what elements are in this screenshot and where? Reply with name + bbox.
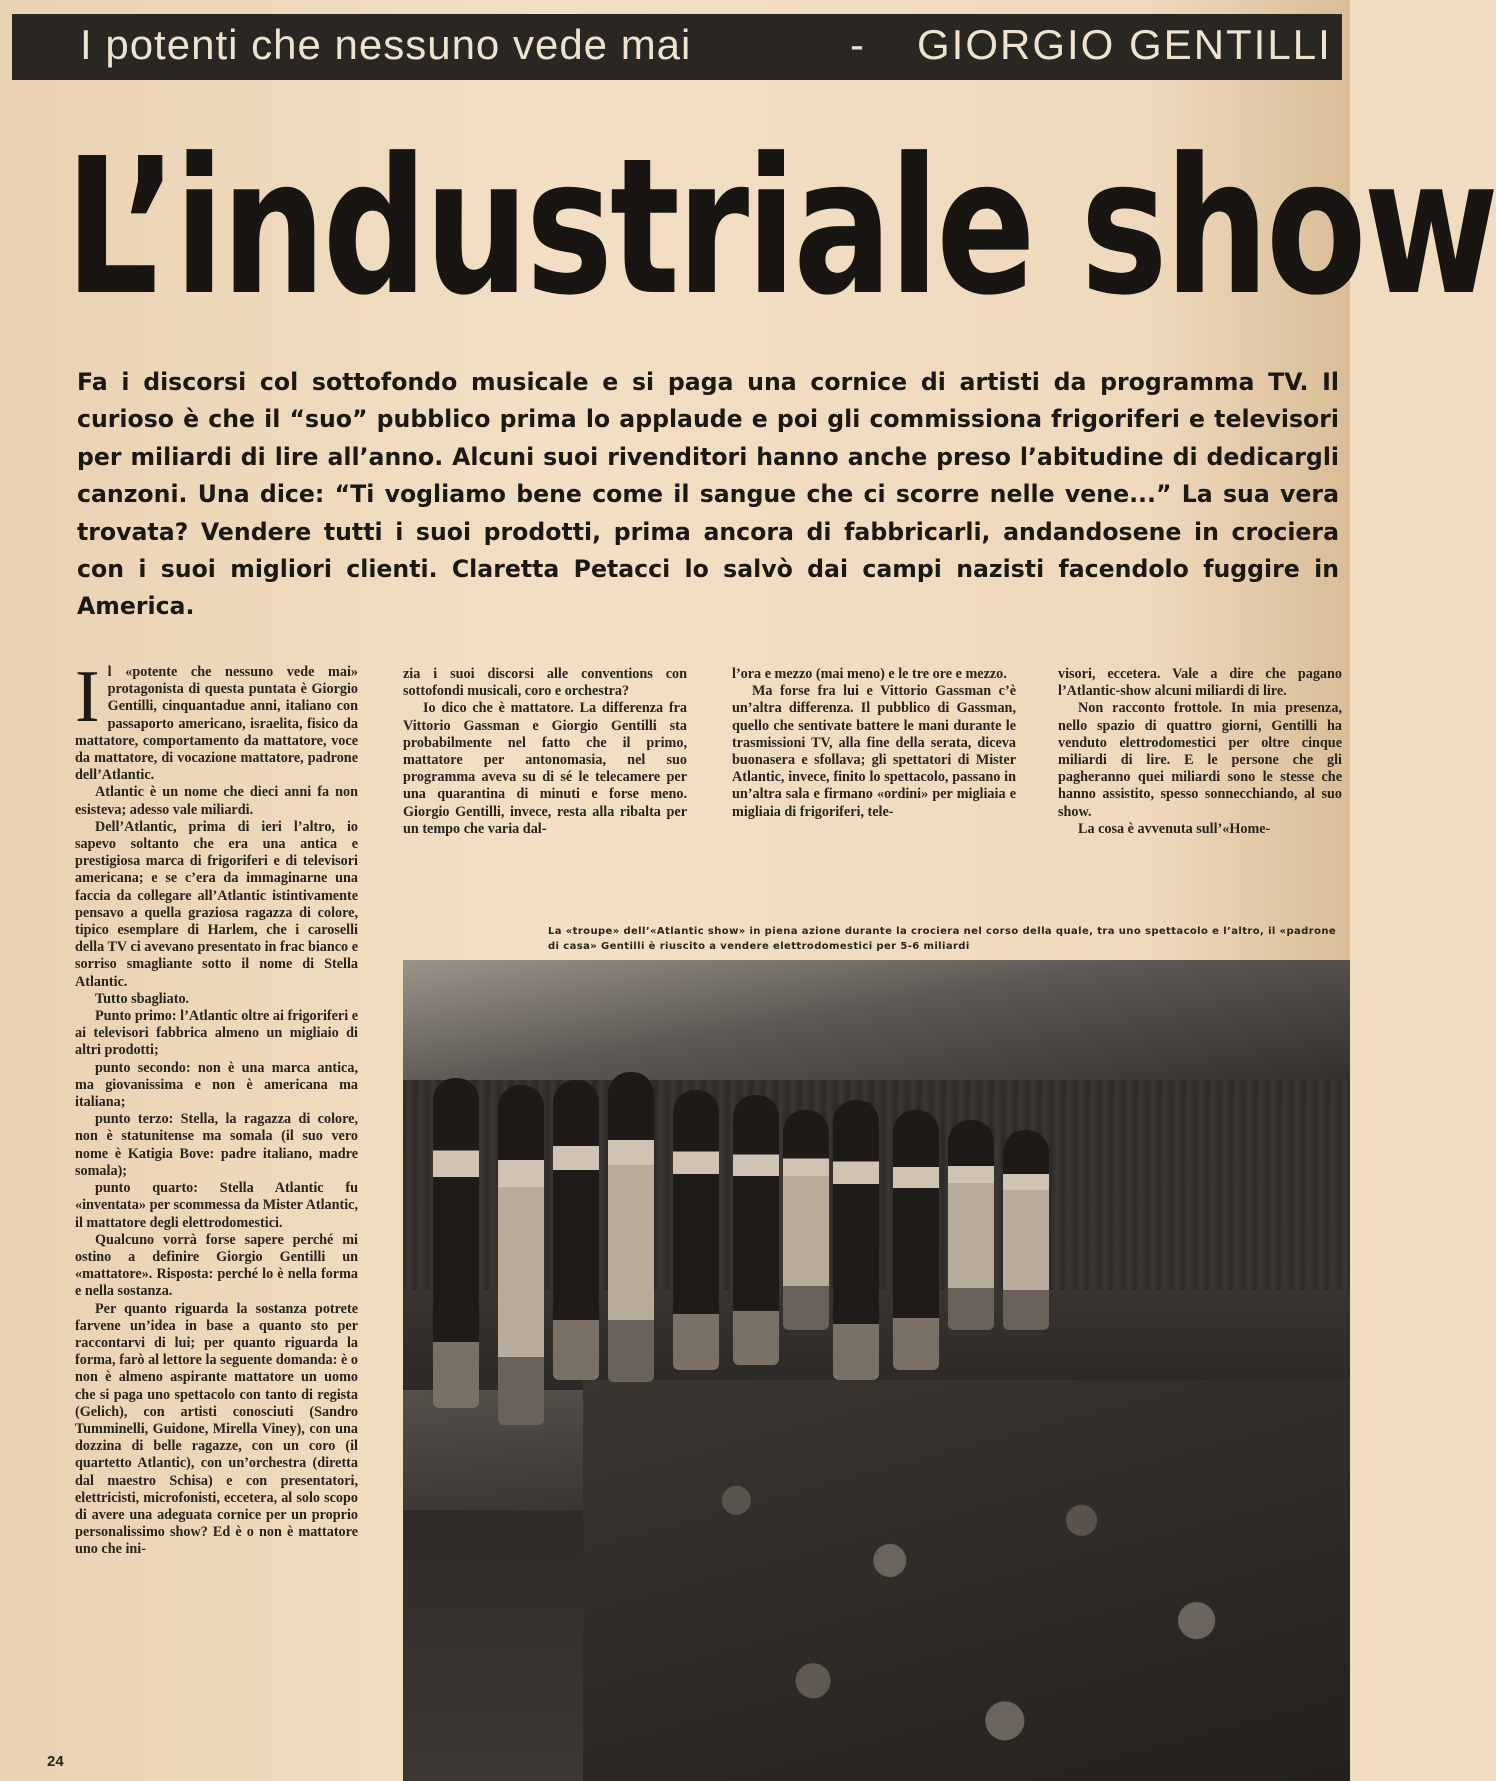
- photo-performer: [608, 1072, 654, 1382]
- body-paragraph: Qualcuno vorrà forse sapere perché mi ostino a definire Giorgio Gentilli un «mattatore». Risposta: perché lo è nella forma e nella sostanza.: [75, 1231, 358, 1300]
- body-paragraph: Dell’Atlantic, prima di ieri l’altro, io sapevo soltanto che era una antica e prestigiosa marca di frigoriferi e di televisori americana; e se c’era da immaginarne una faccia da collegare all’Atlantic istintivamente pensavo a quella graziosa ragazza di colore, tipico esemplare di Harlem, che i caroselli della TV ci avevano presentato in frac bianco e sorriso smagliante sotto il nome di Stella Atlantic.: [75, 818, 358, 990]
- banner-separator: -: [850, 21, 864, 68]
- lead-paragraph: [75, 656, 358, 784]
- article-standfirst: Fa i discorsi col sottofondo musicale e si paga una cornice di artisti da programma TV. Il curioso è che il “suo” pubblico prima lo applaude e poi gli commissiona frigoriferi e televisori per miliardi di lire all’anno. Alcuni suoi rivenditori hanno anche preso l’abitudine di dedicargli canzoni. Una dice: “Ti vogliamo bene come il sangue che ci scorre nelle vene...” La sua vera trovata? Vendere tutti i suoi prodotti, prima ancora di fabbricarli, andandosene in crociera con i suoi migliori clienti. Claretta Petacci lo salvò dai campi nazisti facendolo fuggire in America.: [77, 368, 1339, 621]
- photo-performer: [893, 1110, 939, 1370]
- article-column-4: [1058, 666, 1342, 838]
- body-paragraph: Per quanto riguarda la sostanza potrete farvene un’idea in base a quanto sto per raccontarvi di lui; per quanto riguarda la forma, farò al lettore la seguente domanda: è o non è almeno aspirante mattatore un uomo che si paga uno spettacolo con tanto di regista (Gelich), con artisti conosciuti (Sandro Tumminelli, Guidone, Mirella Viney), con una dozzina di belle ragazze, con un coro (il quartetto Atlantic), con un’orchestra (diretta dal maestro Schisa) e con presentatori, elettricisti, microfonisti, eccetera, al solo scopo di avere una adeguata cornice per un proprio personalissimo show? Ed è o non è mattatore uno che ini-: [75, 1300, 358, 1558]
- body-paragraph: zia i suoi discorsi alle conventions con sottofondi musicali, coro e orchestra?: [403, 666, 687, 700]
- body-paragraph: Atlantic è un nome che dieci anni fa non esisteva; adesso vale miliardi.: [75, 784, 358, 818]
- drop-cap: I: [75, 656, 100, 738]
- article-column-2: [403, 666, 687, 838]
- photo-caption: La «troupe» dell’«Atlantic show» in piena azione durante la crociera nel corso della quale, tra uno spettacolo e l’altro, il «padrone di casa» Gentilli è riuscito a vendere elettrodomestici per 5-6 miliardi: [548, 926, 1337, 952]
- photo-audience: [583, 1380, 1350, 1781]
- body-paragraph: visori, eccetera. Vale a dire che pagano l’Atlantic-show alcuni miliardi di lire.: [1058, 666, 1342, 700]
- subject-name: GIORGIO GENTILLI: [917, 21, 1332, 68]
- body-paragraph: Punto primo: l’Atlantic oltre ai frigoriferi e ai televisori fabbrica almeno un migliaio di altri prodotti;: [75, 1008, 358, 1059]
- body-paragraph: punto terzo: Stella, la ragazza di colore, non è statunitense ma somala (il suo vero nome è Katigia Bove: padre italiano, madre somala);: [75, 1111, 358, 1179]
- body-paragraph: Tutto sbagliato.: [95, 990, 190, 1007]
- photo-performer: [553, 1080, 599, 1380]
- photo-performer: [673, 1090, 719, 1370]
- photo-performer: [1003, 1130, 1049, 1330]
- body-paragraph: punto secondo: non è una marca antica, ma giovanissima e non è americana ma italiana;: [75, 1059, 358, 1111]
- body-paragraph: La cosa è avvenuta sull’«Home-: [1078, 820, 1271, 837]
- photo-performer: [498, 1085, 544, 1425]
- body-paragraph: Io dico che è mattatore. La differenza fra Vittorio Gassman e Giorgio Gentilli sta probabilmente nel fatto che il primo, mattatore per antonomasia, nel suo programma aveva su di sé le telecamere per una quarantina di minuti e forse meno. Giorgio Gentilli, invece, resta alla ribalta per un tempo che varia dal-: [403, 700, 687, 837]
- body-paragraph: Non racconto frottole. In mia presenza, nello spazio di quattro giorni, Gentilli ha venduto elettrodomestici per oltre cinque miliardi di lire. E le persone che gli pagheranno quei miliardi sono le stesse che hanno assistito, spesso sonnecchiando, al suo show.: [1058, 700, 1342, 820]
- photo-performer: [833, 1100, 879, 1380]
- page-number: 24: [47, 1753, 64, 1770]
- photo-performer: [948, 1120, 994, 1330]
- article-column-3: [732, 666, 1016, 821]
- photo-performer: [733, 1095, 779, 1365]
- photo-performer: [433, 1078, 479, 1408]
- lead-text: l «potente che nessuno vede mai» protagonista di questa puntata è Giorgio Gentilli, cinquantadue anni, italiano con passaporto americano, israelita, fisico da mattatore, comportamento da mattatore, voce da mattatore, di vocazione mattatore, padrone dell’Atlantic.: [75, 664, 358, 784]
- article-column-1: [75, 656, 358, 1559]
- series-title: I potenti che nessuno vede mai: [80, 21, 692, 68]
- series-banner: [12, 14, 1342, 80]
- stage-photo: [403, 960, 1350, 1781]
- body-paragraph: punto quarto: Stella Atlantic fu «inventata» per scommessa da Mister Atlantic, il mattatore degli elettrodomestici.: [75, 1180, 358, 1231]
- article-headline: L’industriale show: [65, 118, 1496, 337]
- photo-ceiling: [403, 960, 1350, 1080]
- photo-performer: [783, 1110, 829, 1330]
- body-paragraph: l’ora e mezzo (mai meno) e le tre ore e mezzo.: [732, 666, 1007, 682]
- body-paragraph: Ma forse fra lui e Vittorio Gassman c’è un’altra differenza. Il pubblico di Gassman, quello che sentivate battere le mani durante le trasmissioni TV, alla fine della serata, diceva buonasera e sfollava; gli spettatori di Mister Atlantic, invece, finito lo spettacolo, passano in un’altra sala e firmano «ordini» per migliaia e migliaia di frigoriferi, tele-: [732, 683, 1016, 820]
